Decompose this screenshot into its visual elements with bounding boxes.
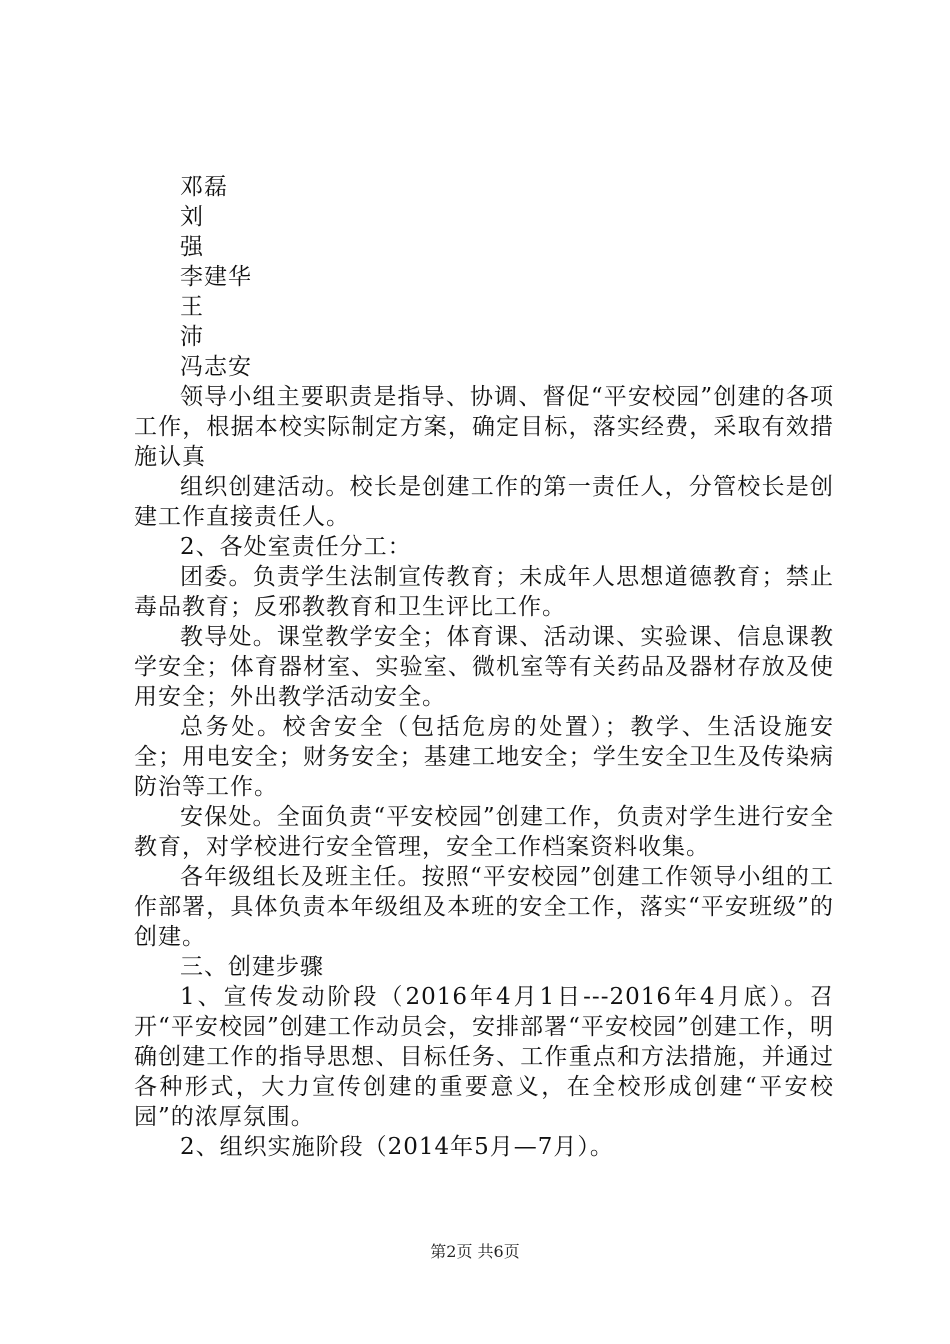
member-name: 邓磊 <box>180 174 228 200</box>
paragraph-principal-responsibility: 组织创建活动。校长是创建工作的第一责任人，分管校长是创建工作直接责任人。 <box>134 474 834 530</box>
paragraph-general-affairs: 总务处。校舍安全（包括危房的处置）；教学、生活设施安全；用电安全；财务安全；基建工地安全；学生安全卫生及传染病防治等工作。 <box>134 714 834 800</box>
document-body <box>134 172 834 1162</box>
paragraph-leadership-duties: 领导小组主要职责是指导、协调、督促“平安校园”创建的各项工作，根据本校实际制定方案，确定目标，落实经费，采取有效措施认真 <box>134 384 834 470</box>
paragraph-grade-leaders: 各年级组长及班主任。按照“平安校园”创建工作领导小组的工作部署，具体负责本年级组及本班的安全工作，落实“平安班级”的创建。 <box>134 864 834 950</box>
member-name: 李建华 <box>180 264 252 290</box>
heading-department-duties: 2、各处室责任分工： <box>180 534 412 560</box>
member-name: 冯志安 <box>180 354 252 380</box>
member-name: 刘 <box>180 204 204 230</box>
paragraph-security-office: 安保处。全面负责“平安校园”创建工作，负责对学生进行安全教育，对学校进行安全管理，安全工作档案资料收集。 <box>134 804 834 860</box>
member-name: 强 <box>180 234 204 260</box>
member-name: 沛 <box>180 324 204 350</box>
paragraph-publicity-stage: 1、宣传发动阶段（2016年4月1日---2016年4月底）。召开“平安校园”创建工作动员会，安排部署“平安校园”创建工作，明确创建工作的指导思想、目标任务、工作重点和方法措施，并通过各种形式，大力宣传创建的重要意义，在全校形成创建“平安校园”的浓厚氛围。 <box>134 984 834 1130</box>
heading-creation-steps: 三、创建步骤 <box>180 954 324 980</box>
paragraph-implementation-stage: 2、组织实施阶段（2014年5月—7月）。 <box>180 1134 614 1160</box>
paragraph-youth-league: 团委。负责学生法制宣传教育；未成年人思想道德教育；禁止毒品教育；反邪教教育和卫生评比工作。 <box>134 564 834 620</box>
member-name: 王 <box>180 294 204 320</box>
page-number: 第2页 共6页 <box>430 1242 520 1261</box>
paragraph-academic-affairs: 教导处。课堂教学安全；体育课、活动课、实验课、信息课教学安全；体育器材室、实验室、微机室等有关药品及器材存放及使用安全；外出教学活动安全。 <box>134 624 834 710</box>
